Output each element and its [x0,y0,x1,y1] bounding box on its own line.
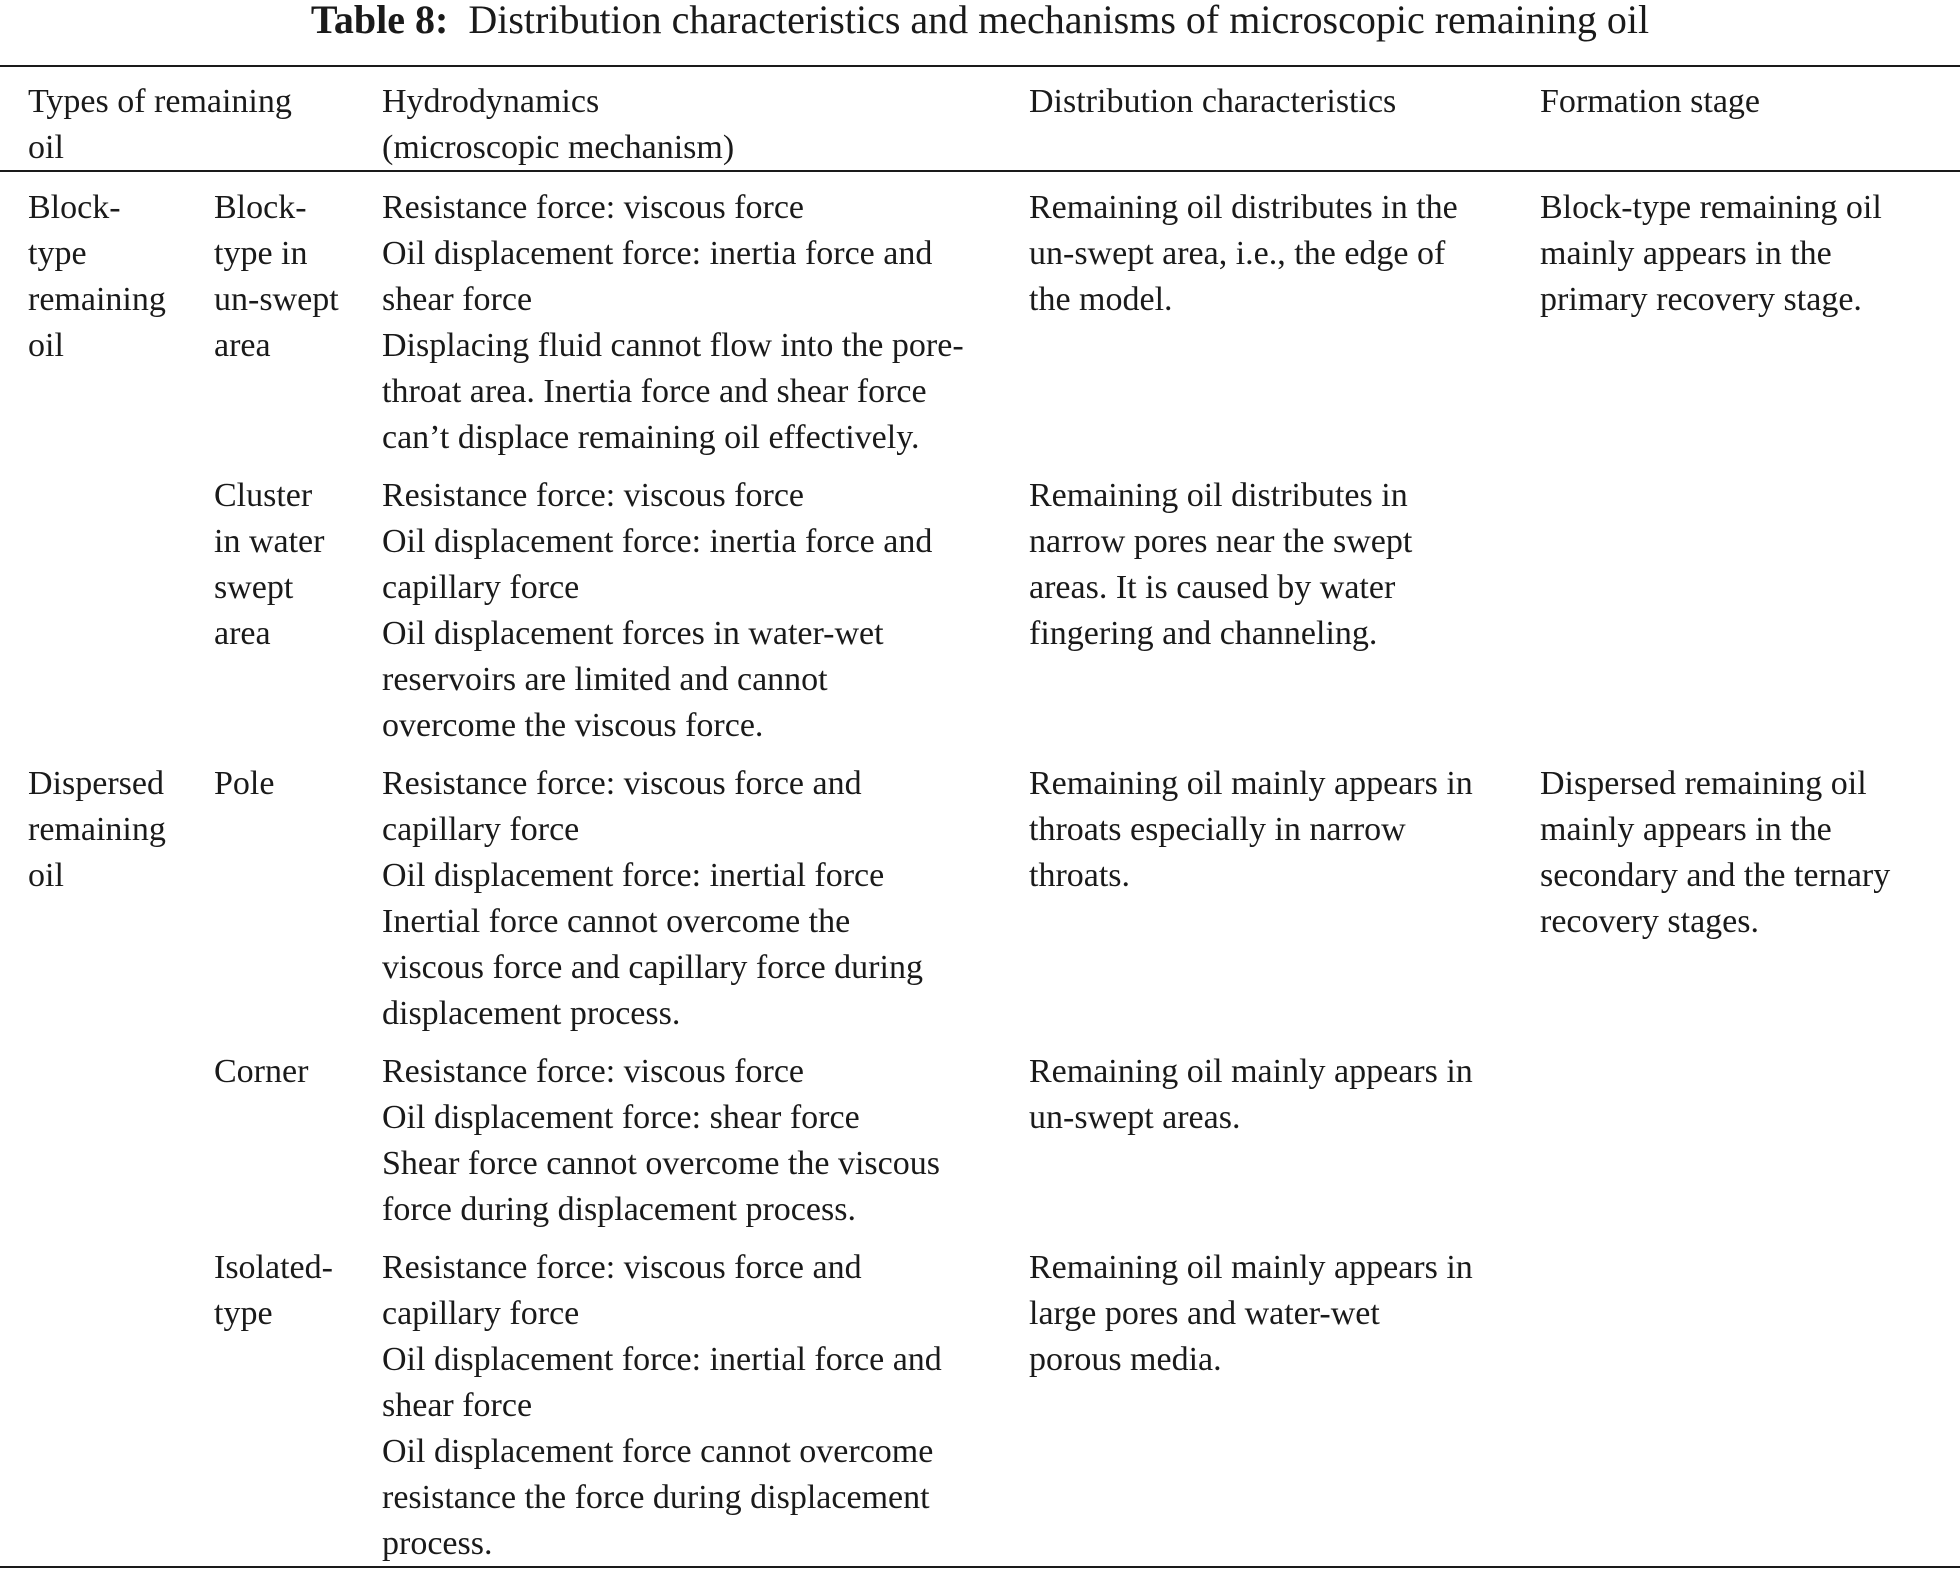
text-line: swept [214,569,294,606]
text-line: Dispersed remaining oil [1540,765,1867,802]
text-line: viscous force and capillary force during [382,949,923,986]
text-line: Shear force cannot overcome the viscous [382,1145,940,1182]
table-caption [0,0,1960,40]
text-line: remaining [28,811,166,848]
text-line: un-swept area, i.e., the edge of [1029,235,1446,272]
table-title: Distribution characteristics and mechanisms of microscopic remaining oil [468,0,1650,42]
text-line: Oil displacement force: inertia force and [382,235,933,272]
row-distribution [1029,473,1412,657]
header-formation [1540,79,1760,125]
bottom-rule [0,1566,1960,1568]
text-line: throats especially in narrow [1029,811,1406,848]
text-line: the model. [1029,281,1173,318]
text-line: process. [382,1525,493,1562]
text-line: areas. It is caused by water [1029,569,1396,606]
row-distribution [1029,761,1473,899]
text-line: Remaining oil mainly appears in [1029,1053,1473,1090]
text-line: oil [28,857,64,894]
text-line: Remaining oil mainly appears in [1029,1249,1473,1286]
text-line: capillary force [382,811,580,848]
text-line: remaining [28,281,166,318]
text-line: type [28,235,87,272]
text-line: type [214,1295,273,1332]
text-line: Oil displacement force: inertial force [382,857,885,894]
text-line: mainly appears in the [1540,235,1832,272]
row-distribution [1029,1245,1473,1383]
text-line: capillary force [382,1295,580,1332]
text-line: can’t displace remaining oil effectively. [382,419,920,456]
text-line: recovery stages. [1540,903,1760,940]
group-name-block-type [28,185,166,369]
text-line: area [214,615,271,652]
text-line: Oil displacement force: shear force [382,1099,860,1136]
row-subtype [214,473,324,657]
text-line: Isolated- [214,1249,333,1286]
text-line: reservoirs are limited and cannot [382,661,828,698]
group-formation-block-type [1540,185,1882,323]
text-line: force during displacement process. [382,1191,856,1228]
text-line: Resistance force: viscous force and [382,765,862,802]
header-types [28,79,292,171]
text-line: capillary force [382,569,580,606]
text-line: Remaining oil mainly appears in [1029,765,1473,802]
row-hydrodynamics [382,761,923,1037]
text-line: Resistance force: viscous force [382,1053,804,1090]
header-line: oil [28,129,64,166]
text-line: Remaining oil distributes in [1029,477,1408,514]
text-line: Inertial force cannot overcome the [382,903,851,940]
text-line: Displacing fluid cannot flow into the pore- [382,327,964,364]
text-line: Resistance force: viscous force [382,477,804,514]
header-line: Types of remaining [28,83,292,120]
text-line: displacement process. [382,995,681,1032]
text-line: type in [214,235,308,272]
row-subtype [214,185,339,369]
table-label: Table 8: [310,0,449,42]
text-line: resistance the force during displacement [382,1479,930,1516]
text-line: Block- [28,189,121,226]
header-line: Hydrodynamics [382,83,600,120]
header-line: Distribution characteristics [1029,83,1397,120]
row-subtype [214,1049,308,1095]
text-line: overcome the viscous force. [382,707,764,744]
group-name-dispersed [28,761,166,899]
row-distribution [1029,1049,1473,1141]
row-distribution [1029,185,1458,323]
text-line: Cluster [214,477,313,514]
text-line: Oil displacement force: inertia force and [382,523,933,560]
text-line: shear force [382,281,533,318]
text-line: mainly appears in the [1540,811,1832,848]
text-line: in water [214,523,325,560]
text-line: Dispersed [28,765,164,802]
text-line: Resistance force: viscous force and [382,1249,862,1286]
text-line: Pole [214,765,275,802]
text-line: narrow pores near the swept [1029,523,1413,560]
text-line: primary recovery stage. [1540,281,1862,318]
row-hydrodynamics [382,185,964,461]
header-line: Formation stage [1540,83,1761,120]
header-rule [0,170,1960,172]
text-line: Corner [214,1053,309,1090]
text-line: Resistance force: viscous force [382,189,804,226]
text-line: Block- [214,189,307,226]
top-rule [0,65,1960,67]
text-line: area [214,327,271,364]
text-line: oil [28,327,64,364]
header-distribution [1029,79,1396,125]
header-hydrodynamics [382,79,734,171]
row-hydrodynamics [382,473,932,749]
text-line: Oil displacement forces in water-wet [382,615,884,652]
row-subtype [214,1245,333,1337]
text-line: Oil displacement force cannot overcome [382,1433,934,1470]
text-line: un-swept areas. [1029,1099,1241,1136]
text-line: shear force [382,1387,533,1424]
text-line: Remaining oil distributes in the [1029,189,1458,226]
text-line: Block-type remaining oil [1540,189,1882,226]
text-line: un-swept [214,281,339,318]
text-line: large pores and water-wet [1029,1295,1380,1332]
text-line: secondary and the ternary [1540,857,1891,894]
row-hydrodynamics [382,1245,942,1567]
header-line: (microscopic mechanism) [382,129,735,166]
text-line: porous media. [1029,1341,1222,1378]
text-line: Oil displacement force: inertial force and [382,1341,942,1378]
text-line: fingering and channeling. [1029,615,1378,652]
text-line: throats. [1029,857,1131,894]
group-formation-dispersed [1540,761,1890,945]
row-hydrodynamics [382,1049,940,1233]
text-line: throat area. Inertia force and shear force [382,373,927,410]
row-subtype [214,761,274,807]
